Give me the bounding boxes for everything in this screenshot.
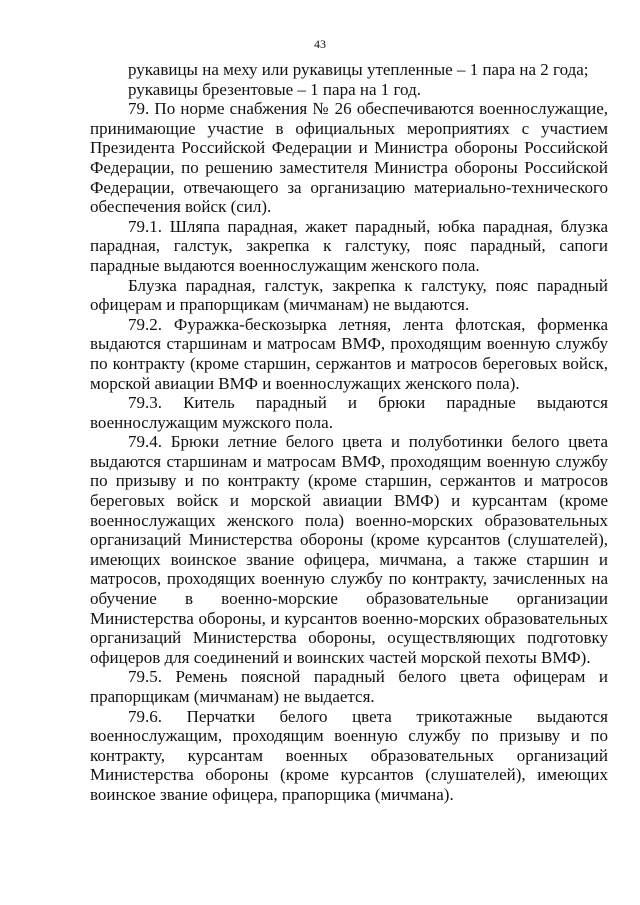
paragraph-mittens-canvas: рукавицы брезентовые – 1 пара на 1 год. bbox=[128, 79, 421, 99]
paragraph-79-5: 79.5. Ремень поясной парадный белого цвета офицерам и прапорщикам (мичманам) не выдается. bbox=[90, 667, 608, 706]
paragraph-mittens-fur: рукавицы на меху или рукавицы утепленные – 1 пара на 2 года; bbox=[128, 60, 589, 79]
document-body bbox=[90, 60, 608, 805]
page-number: 43 bbox=[314, 37, 326, 51]
paragraph-79-4: 79.4. Брюки летние белого цвета и полуботинки белого цвета выдаются старшинам и матросам ВМФ, проходящим военную службу по призыву и по контракту (кроме старшин, сержантов и матросов береговых войск и морской авиации ВМФ) и курсантам (кроме военнослужащих женского пола) военно-морских образовательных организаций Министерства обороны (кроме курсантов (слушателей), имеющих воинское звание офицера, мичмана, а также старшин и матросов, проходящих военную службу по контракту, зачисленных на обучение в военно-морские образовательные организации Министерства обороны, и курсантов военно-морских образовательных организаций Министерства обороны, осуществляющих подготовку офицеров для соединений и воинских частей морской пехоты ВМФ). bbox=[90, 432, 608, 667]
paragraph-79-1-blouse: Блузка парадная, галстук, закрепка к галстуку, пояс парадный офицерам и прапорщикам (мичманам) не выдаются. bbox=[90, 275, 608, 315]
paragraph-79-6: 79.6. Перчатки белого цвета трикотажные выдаются военнослужащим, проходящим военную службу по призыву и по контракту, курсантам военных образовательных организаций Министерства обороны (кроме курсантов (слушателей), имеющих воинское звание офицера, прапорщика (мичмана). bbox=[90, 706, 608, 804]
paragraph-79-3: 79.3. Китель парадный и брюки парадные выдаются военнослужащим мужского пола. bbox=[90, 393, 608, 432]
paragraph-79-1: 79.1. Шляпа парадная, жакет парадный, юбка парадная, блузка парадная, галстук, закрепка к галстуку, пояс парадный, сапоги парадные выдаются военнослужащим женского пола. bbox=[90, 216, 608, 275]
paragraph-79: 79. По норме снабжения № 26 обеспечиваются военнослужащие, принимающие участие в официальных мероприятиях с участием Президента Российской Федерации и Министра обороны Российской Федерации, по решению заместителя Министра обороны Российской Федерации, отвечающего за организацию материально-технического обеспечения войск (сил). bbox=[90, 99, 608, 217]
paragraph-79-2: 79.2. Фуражка-бескозырка летняя, лента флотская, форменка выдаются старшинам и матросам ВМФ, проходящим военную службу по контракту (кроме старшин, сержантов и матросов береговых войск, морской авиации ВМФ и военнослужащих женского пола). bbox=[90, 314, 608, 393]
